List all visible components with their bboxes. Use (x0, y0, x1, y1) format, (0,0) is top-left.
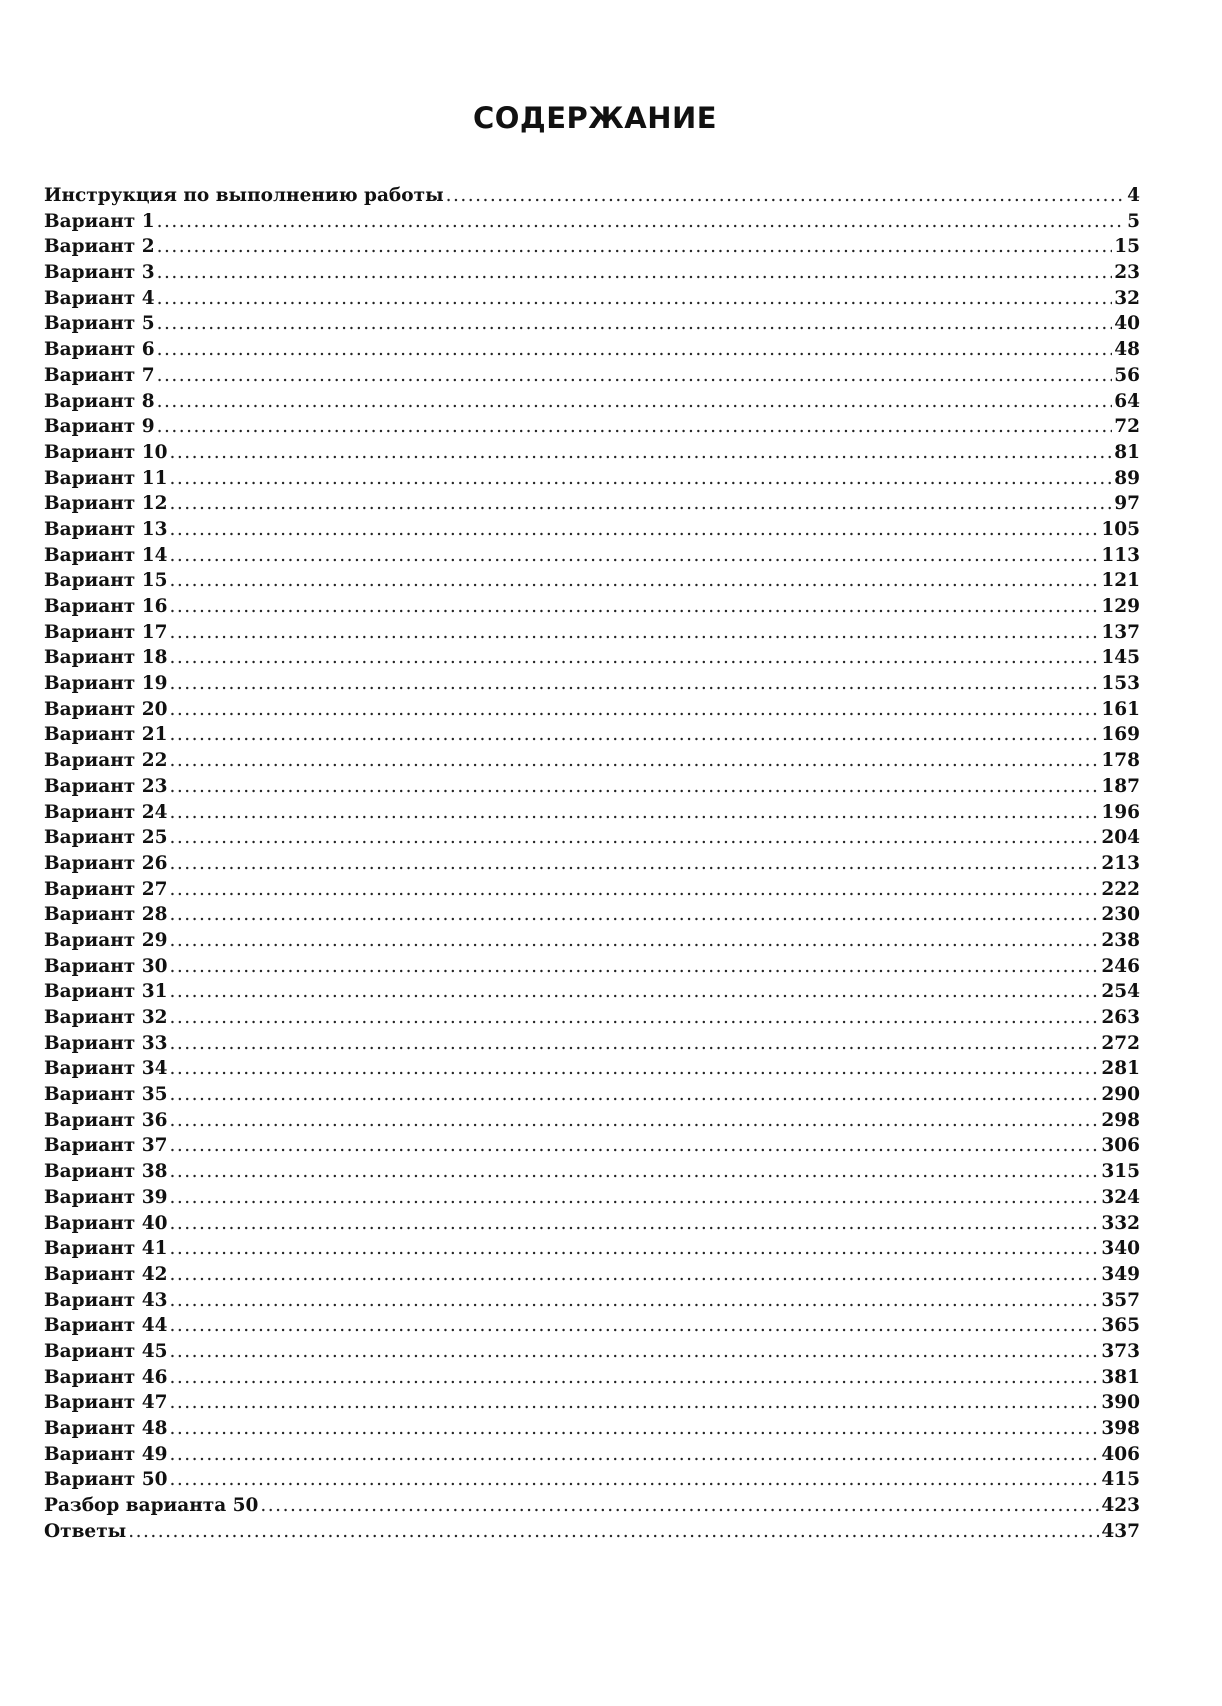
toc-entry-page-number: 4 (1127, 185, 1140, 206)
toc-entry (44, 620, 1140, 646)
toc-entry-label: Ответы (44, 1520, 127, 1542)
toc-entry (44, 877, 1140, 903)
dot-leader (157, 209, 1126, 235)
toc-entry-page-number: 398 (1101, 1418, 1140, 1439)
toc-entry (44, 1442, 1140, 1468)
toc-entry-page-number: 230 (1101, 904, 1140, 926)
toc-entry-label: Вариант 15 (44, 570, 168, 592)
toc-entry (44, 594, 1140, 620)
dot-leader (169, 671, 1099, 697)
dot-leader (169, 466, 1112, 492)
toc-entry-page-number: 238 (1101, 929, 1140, 951)
toc-entry-label: Вариант 11 (44, 467, 168, 489)
toc-entry-page-number: 161 (1101, 698, 1140, 720)
toc-entry-page-number: 15 (1114, 236, 1140, 258)
toc-entry-page-number: 213 (1101, 852, 1140, 874)
dot-leader (169, 1108, 1099, 1134)
dot-leader (169, 1313, 1099, 1339)
toc-entry-page-number: 121 (1101, 570, 1140, 592)
toc-entry (44, 337, 1140, 363)
toc-entry (44, 1159, 1140, 1185)
dot-leader (169, 1442, 1099, 1468)
toc-entry-page-number: 105 (1101, 518, 1140, 540)
dot-leader (169, 774, 1099, 800)
toc-entry (44, 1339, 1140, 1365)
toc-entry-page-number: 381 (1101, 1366, 1140, 1388)
dot-leader (446, 183, 1126, 209)
toc-entry-label: Вариант 28 (44, 904, 168, 926)
dot-leader (169, 1159, 1099, 1185)
toc-entry-label: Вариант 5 (44, 313, 155, 335)
toc-entry (44, 1416, 1140, 1442)
toc-entry-label: Вариант 23 (44, 775, 168, 797)
toc-entry-page-number: 113 (1101, 544, 1140, 566)
dot-leader (169, 697, 1099, 723)
toc-entry-label: Вариант 13 (44, 518, 168, 540)
dot-leader (169, 1467, 1099, 1493)
page-title: СОДЕРЖАНИЕ (472, 101, 718, 136)
toc-entry (44, 1133, 1140, 1159)
toc-entry-page-number: 373 (1101, 1340, 1140, 1362)
toc-entry-page-number: 32 (1114, 287, 1140, 309)
toc-entry-page-number: 196 (1101, 801, 1140, 823)
toc-entry-label: Вариант 35 (44, 1084, 168, 1106)
toc-entry-label: Вариант 25 (44, 827, 168, 849)
toc-entry (44, 954, 1140, 980)
toc-entry-label: Вариант 44 (44, 1315, 168, 1337)
dot-leader (169, 1211, 1099, 1237)
toc-entry (44, 1365, 1140, 1391)
toc-entry-label: Вариант 47 (44, 1392, 168, 1414)
toc-entry (44, 1467, 1140, 1493)
dot-leader (169, 594, 1099, 620)
toc-entry (44, 800, 1140, 826)
dot-leader (169, 543, 1099, 569)
toc-entry-label: Вариант 4 (44, 287, 155, 309)
dot-leader (157, 311, 1113, 337)
dot-leader (169, 1365, 1099, 1391)
toc-entry (44, 902, 1140, 928)
dot-leader (169, 1005, 1099, 1031)
toc-entry (44, 491, 1140, 517)
toc-entry-page-number: 89 (1114, 467, 1140, 489)
toc-entry-label: Вариант 7 (44, 364, 155, 386)
toc-entry (44, 774, 1140, 800)
toc-entry-label: Вариант 10 (44, 441, 168, 463)
dot-leader (169, 954, 1099, 980)
dot-leader (157, 286, 1113, 312)
dot-leader (169, 568, 1099, 594)
toc-entry-page-number: 357 (1101, 1289, 1140, 1311)
dot-leader (169, 620, 1099, 646)
toc-entry (44, 825, 1140, 851)
toc-entry-label: Вариант 31 (44, 981, 168, 1003)
toc-entry (44, 389, 1140, 415)
toc-entry-label: Вариант 16 (44, 596, 168, 617)
toc-entry (44, 748, 1140, 774)
toc-entry-label: Вариант 9 (44, 416, 155, 438)
dot-leader (169, 979, 1099, 1005)
toc-entry-label: Вариант 17 (44, 621, 168, 643)
toc-entry-page-number: 349 (1101, 1263, 1140, 1285)
toc-entry-page-number: 178 (1101, 750, 1140, 772)
toc-entry-page-number: 365 (1101, 1315, 1140, 1337)
dot-leader (169, 1390, 1099, 1416)
toc-entry-label: Вариант 19 (44, 673, 168, 695)
toc-entry-label: Вариант 38 (44, 1161, 168, 1183)
toc-entry-page-number: 187 (1101, 775, 1140, 797)
toc-entry-page-number: 415 (1101, 1469, 1140, 1491)
dot-leader (169, 440, 1112, 466)
toc-entry (44, 1236, 1140, 1262)
toc-entry-page-number: 281 (1101, 1058, 1140, 1080)
dot-leader (169, 1339, 1099, 1365)
toc-entry (44, 286, 1140, 312)
toc-entry-page-number: 81 (1114, 441, 1140, 463)
toc-entry-page-number: 390 (1101, 1392, 1140, 1414)
dot-leader (169, 1056, 1099, 1082)
toc-entry (44, 1108, 1140, 1134)
toc-entry (44, 1288, 1140, 1314)
table-of-contents (44, 183, 1140, 1544)
toc-entry (44, 466, 1140, 492)
dot-leader (157, 234, 1113, 260)
dot-leader (169, 800, 1099, 826)
dot-leader (169, 645, 1099, 671)
toc-entry (44, 979, 1140, 1005)
toc-entry-page-number: 48 (1114, 339, 1140, 361)
toc-entry-label: Вариант 46 (44, 1366, 168, 1388)
toc-entry-label: Вариант 24 (44, 801, 168, 823)
toc-entry (44, 1262, 1140, 1288)
toc-entry-label: Вариант 48 (44, 1418, 168, 1439)
toc-entry-label: Вариант 18 (44, 647, 168, 669)
toc-entry-page-number: 423 (1101, 1495, 1140, 1517)
toc-entry (44, 517, 1140, 543)
dot-leader (157, 363, 1113, 389)
toc-entry-page-number: 272 (1101, 1032, 1140, 1054)
toc-entry-label: Вариант 34 (44, 1058, 168, 1080)
dot-leader (169, 1236, 1099, 1262)
toc-entry (44, 671, 1140, 697)
dot-leader (169, 748, 1099, 774)
dot-leader (169, 1416, 1099, 1442)
toc-entry (44, 1031, 1140, 1057)
dot-leader (157, 389, 1113, 415)
dot-leader (169, 722, 1099, 748)
dot-leader (169, 851, 1099, 877)
toc-entry (44, 928, 1140, 954)
dot-leader (169, 902, 1099, 928)
toc-entry-page-number: 324 (1101, 1186, 1140, 1208)
toc-entry-label: Вариант 8 (44, 390, 155, 412)
toc-entry-label: Вариант 43 (44, 1289, 168, 1311)
toc-entry (44, 543, 1140, 569)
toc-entry-page-number: 169 (1101, 724, 1140, 746)
toc-entry (44, 414, 1140, 440)
toc-entry-page-number: 64 (1114, 390, 1140, 412)
dot-leader (260, 1493, 1099, 1519)
toc-entry-page-number: 145 (1101, 647, 1140, 669)
toc-entry (44, 1313, 1140, 1339)
dot-leader (157, 260, 1113, 286)
toc-entry-label: Вариант 26 (44, 852, 168, 874)
toc-entry (44, 1185, 1140, 1211)
toc-entry-label: Вариант 3 (44, 262, 155, 284)
toc-entry (44, 1211, 1140, 1237)
toc-entry (44, 697, 1140, 723)
dot-leader (169, 491, 1112, 517)
toc-entry-label: Вариант 39 (44, 1186, 168, 1208)
toc-entry-page-number: 5 (1127, 210, 1140, 232)
toc-entry-page-number: 340 (1101, 1238, 1140, 1260)
toc-entry-page-number: 204 (1101, 827, 1140, 849)
dot-leader (157, 337, 1113, 363)
toc-entry-page-number: 306 (1101, 1135, 1140, 1157)
toc-entry (44, 209, 1140, 235)
toc-entry (44, 1519, 1140, 1545)
toc-entry-label: Вариант 40 (44, 1212, 168, 1234)
dot-leader (169, 1262, 1099, 1288)
toc-entry-label: Вариант 45 (44, 1340, 168, 1362)
toc-entry-page-number: 332 (1101, 1212, 1140, 1234)
toc-entry-label: Вариант 20 (44, 698, 168, 720)
toc-entry (44, 1493, 1140, 1519)
dot-leader (169, 877, 1099, 903)
toc-entry-label: Вариант 14 (44, 544, 168, 566)
toc-entry (44, 311, 1140, 337)
toc-entry-page-number: 298 (1101, 1109, 1140, 1131)
toc-entry-page-number: 263 (1101, 1007, 1140, 1028)
toc-entry-label: Разбор варианта 50 (44, 1495, 259, 1517)
toc-entry (44, 645, 1140, 671)
toc-entry-label: Вариант 1 (44, 210, 155, 232)
toc-entry (44, 1390, 1140, 1416)
toc-entry-page-number: 40 (1114, 313, 1140, 335)
toc-entry-label: Вариант 33 (44, 1032, 168, 1054)
toc-entry-page-number: 56 (1114, 364, 1140, 386)
toc-entry (44, 183, 1140, 209)
toc-entry-page-number: 222 (1101, 878, 1140, 900)
toc-entry (44, 260, 1140, 286)
toc-entry-label: Вариант 32 (44, 1007, 168, 1028)
toc-entry-page-number: 246 (1101, 955, 1140, 977)
toc-entry-label: Вариант 41 (44, 1238, 168, 1260)
toc-entry (44, 440, 1140, 466)
toc-entry-label: Вариант 42 (44, 1263, 168, 1285)
toc-entry-label: Вариант 30 (44, 955, 168, 977)
toc-entry-label: Вариант 12 (44, 493, 168, 515)
toc-entry-page-number: 254 (1101, 981, 1140, 1003)
toc-entry-label: Вариант 50 (44, 1469, 168, 1491)
toc-entry (44, 722, 1140, 748)
toc-entry-label: Вариант 37 (44, 1135, 168, 1157)
toc-entry-label: Вариант 36 (44, 1109, 168, 1131)
dot-leader (169, 1185, 1099, 1211)
toc-entry-page-number: 290 (1101, 1084, 1140, 1106)
toc-entry-page-number: 129 (1101, 596, 1140, 617)
toc-entry (44, 568, 1140, 594)
toc-entry (44, 1005, 1140, 1031)
toc-entry (44, 363, 1140, 389)
dot-leader (169, 928, 1099, 954)
dot-leader (157, 414, 1113, 440)
toc-entry-page-number: 23 (1114, 262, 1140, 284)
dot-leader (169, 825, 1099, 851)
toc-entry-page-number: 315 (1101, 1161, 1140, 1183)
toc-entry-page-number: 137 (1101, 621, 1140, 643)
toc-entry-page-number: 153 (1101, 673, 1140, 695)
dot-leader (169, 1082, 1099, 1108)
toc-entry-label: Вариант 6 (44, 339, 155, 361)
toc-entry-page-number: 72 (1114, 416, 1140, 438)
dot-leader (128, 1519, 1099, 1545)
toc-entry-label: Вариант 27 (44, 878, 168, 900)
toc-entry-page-number: 97 (1114, 493, 1140, 515)
toc-entry-label: Инструкция по выполнению работы (44, 185, 444, 206)
toc-entry-label: Вариант 29 (44, 929, 168, 951)
dot-leader (169, 1288, 1099, 1314)
toc-entry (44, 851, 1140, 877)
toc-entry-page-number: 437 (1101, 1520, 1140, 1542)
toc-entry (44, 1082, 1140, 1108)
dot-leader (169, 517, 1099, 543)
toc-entry-label: Вариант 49 (44, 1443, 168, 1465)
toc-entry (44, 234, 1140, 260)
toc-entry-label: Вариант 2 (44, 236, 155, 258)
toc-entry-label: Вариант 21 (44, 724, 168, 746)
toc-entry-page-number: 406 (1101, 1443, 1140, 1465)
toc-entry-label: Вариант 22 (44, 750, 168, 772)
dot-leader (169, 1133, 1099, 1159)
toc-entry (44, 1056, 1140, 1082)
dot-leader (169, 1031, 1099, 1057)
